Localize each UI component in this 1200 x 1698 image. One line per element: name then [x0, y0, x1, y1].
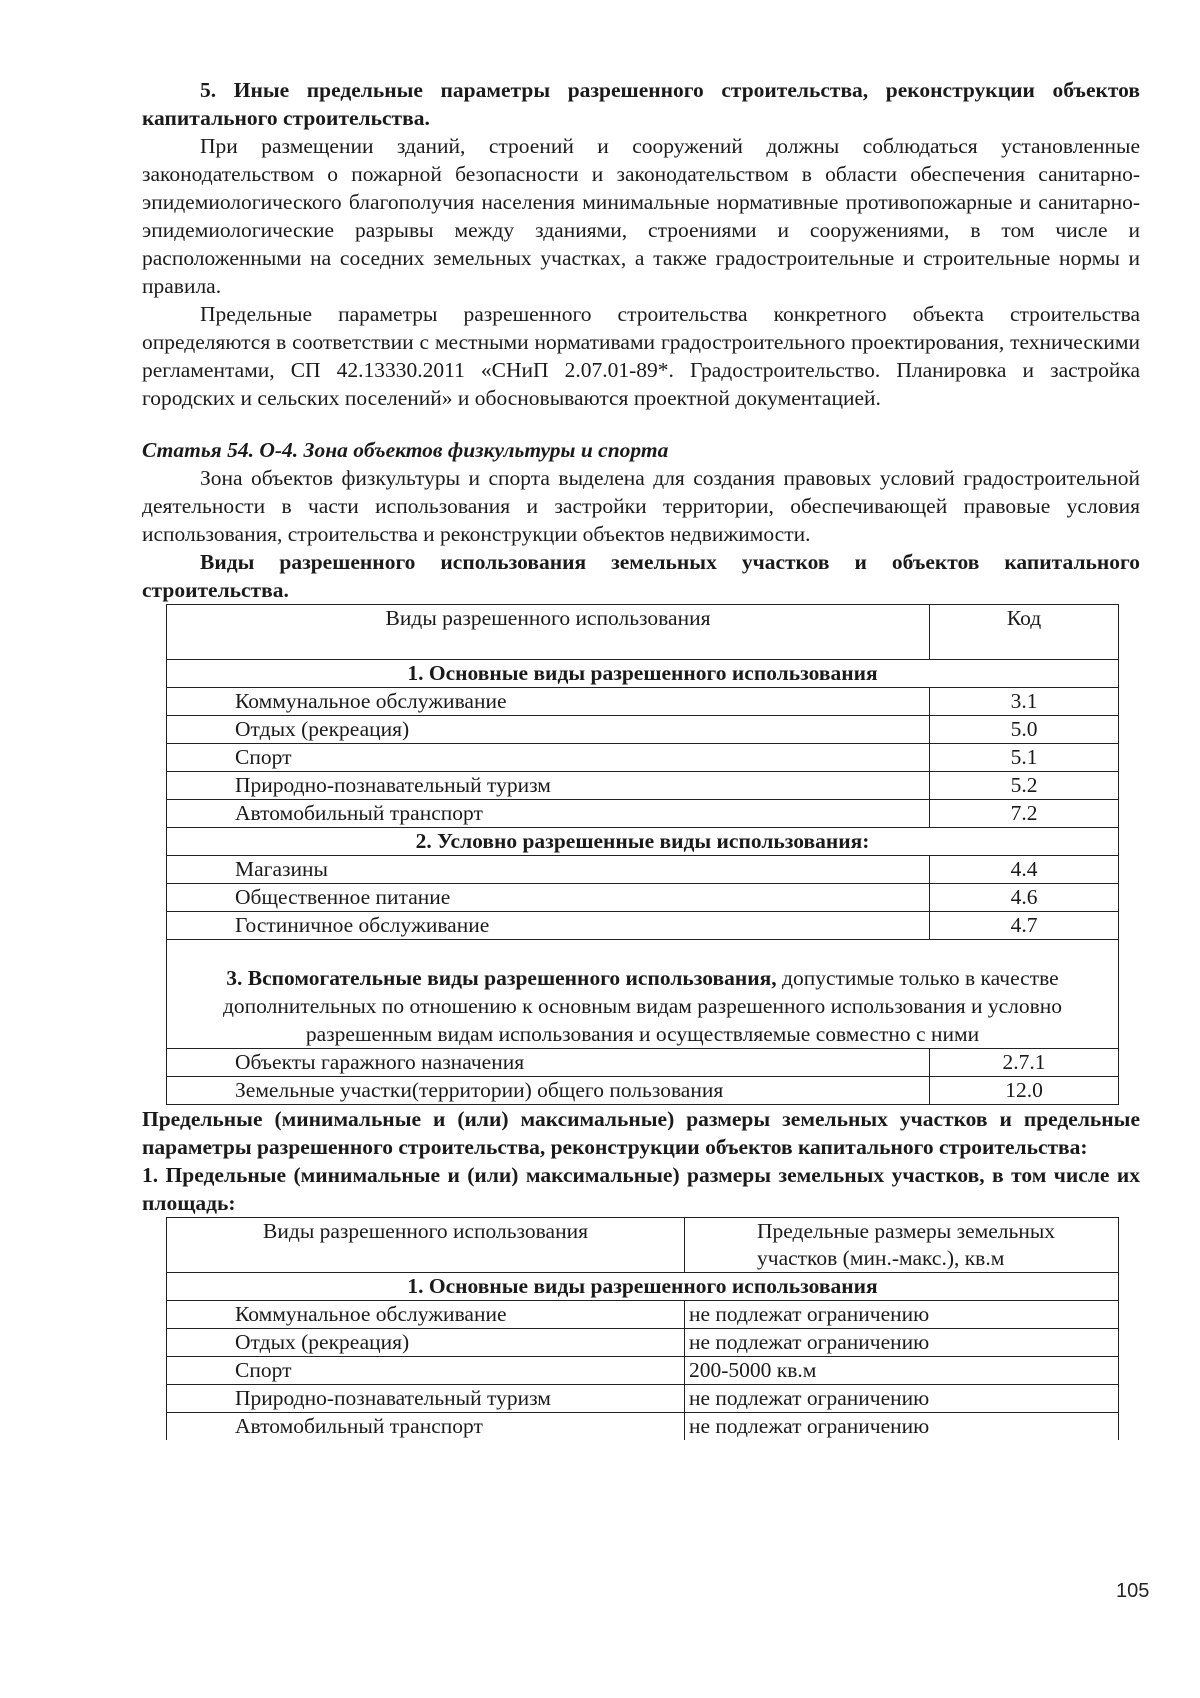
use-code: 7.2 [930, 800, 1119, 828]
section5-paragraph-1: При размещении зданий, строений и сооружений должны соблюдаться установленные законодательством о пожарной безопасности и законодательством в области обеспечения санитарно-эпидемиологического благополучия населения минимальные нормативные противопожарные и санитарно-эпидемиологические разрывы между зданиями, строениями и сооружениями, в том числе и расположенными на соседних земельных участках, а также градостроительные и строительные нормы и правила. [142, 134, 1140, 298]
section-conditional-uses: 2. Условно разрешенные виды использования: [167, 828, 1119, 856]
table-row [167, 912, 1119, 940]
section-main-uses: 1. Основные виды разрешенного использования [167, 660, 1119, 688]
table-row [167, 1301, 1119, 1329]
table-row [167, 856, 1119, 884]
table-row [167, 688, 1119, 716]
section5-heading: 5. Иные предельные параметры разрешенного строительства, реконструкции объектов капитального строительства. [142, 78, 1140, 130]
auxiliary-uses-title: 3. Вспомогательные виды разрешенного использования, [226, 966, 777, 990]
use-name: Спорт [167, 744, 930, 772]
plot-size: 200-5000 кв.м [685, 1357, 1119, 1385]
use-name: Спорт [167, 1357, 685, 1385]
use-name: Природно-познавательный туризм [167, 1385, 685, 1413]
column-header-use: Виды разрешенного использования [167, 1218, 685, 1273]
article-54-paragraph: Зона объектов физкультуры и спорта выделена для создания правовых условий градостроительной деятельности в части использования и застройки территории, обеспечивающей правовые условия использования, строительства и реконструкции объектов недвижимости. [142, 466, 1140, 546]
table-row [167, 744, 1119, 772]
plot-size-limits-table [166, 1217, 1119, 1440]
table-header-row [167, 605, 1119, 660]
use-code: 4.6 [930, 884, 1119, 912]
plot-size: не подлежат ограничению [685, 1385, 1119, 1413]
table-header-row [167, 1218, 1119, 1273]
permitted-uses-table [166, 604, 1119, 1105]
limits-heading: Предельные (минимальные и (или) максимальные) размеры земельных участков и предельные параметры разрешенного строительства, реконструкции объектов капитального строительства: [142, 1107, 1140, 1159]
use-code: 2.7.1 [930, 1049, 1119, 1077]
use-code: 3.1 [930, 688, 1119, 716]
use-code: 5.0 [930, 716, 1119, 744]
use-code: 5.2 [930, 772, 1119, 800]
use-code: 5.1 [930, 744, 1119, 772]
use-name: Коммунальное обслуживание [167, 688, 930, 716]
plot-size: не подлежат ограничению [685, 1413, 1119, 1441]
use-name: Автомобильный транспорт [167, 1413, 685, 1441]
table-row [167, 1077, 1119, 1105]
limits-subheading: 1. Предельные (минимальные и (или) максимальные) размеры земельных участков, в том числе их площадь: [142, 1163, 1140, 1215]
column-header-code: Код [930, 605, 1119, 660]
use-code: 4.4 [930, 856, 1119, 884]
permitted-uses-heading: Виды разрешенного использования земельных участков и объектов капитального строительства. [142, 550, 1140, 602]
use-name: Общественное питание [167, 884, 930, 912]
section-main-uses: 1. Основные виды разрешенного использования [167, 1273, 1119, 1301]
use-name: Объекты гаражного назначения [167, 1049, 930, 1077]
use-name: Автомобильный транспорт [167, 800, 930, 828]
column-header-size: Предельные размеры земельных участков (мин.-макс.), кв.м [685, 1218, 1119, 1273]
table-row [167, 1329, 1119, 1357]
table-row [167, 716, 1119, 744]
table-row [167, 1385, 1119, 1413]
use-name: Отдых (рекреация) [167, 1329, 685, 1357]
article-54-heading: Статья 54. О-4. Зона объектов физкультуры и спорта [142, 438, 669, 462]
section-auxiliary-uses [167, 940, 1119, 1049]
plot-size: не подлежат ограничению [685, 1301, 1119, 1329]
use-code: 12.0 [930, 1077, 1119, 1105]
table-row [167, 1413, 1119, 1441]
column-header-use: Виды разрешенного использования [167, 605, 930, 660]
use-name: Магазины [167, 856, 930, 884]
table-row [167, 1049, 1119, 1077]
use-name: Гостиничное обслуживание [167, 912, 930, 940]
use-name: Отдых (рекреация) [167, 716, 930, 744]
use-name: Природно-познавательный туризм [167, 772, 930, 800]
auxiliary-uses-description: допустимые только в качестве дополнительных по отношению к основным видам разрешенного использования и условно разрешенным видам использования и осуществляемые совместно с ними [222, 966, 1063, 1046]
table-row [167, 772, 1119, 800]
document-page [142, 76, 1140, 1440]
plot-size: не подлежат ограничению [685, 1329, 1119, 1357]
use-name: Земельные участки(территории) общего пользования [167, 1077, 930, 1105]
table-row [167, 1357, 1119, 1385]
use-name: Коммунальное обслуживание [167, 1301, 685, 1329]
table-row [167, 800, 1119, 828]
table-row [167, 884, 1119, 912]
section5-paragraph-2: Предельные параметры разрешенного строительства конкретного объекта строительства определяются в соответствии с местными нормативами градостроительного проектирования, техническими регламентами, СП 42.13330.2011 «СНиП 2.07.01-89*. Градостроительство. Планировка и застройка городских и сельских поселений» и обосновываются проектной документацией. [142, 302, 1140, 410]
page-number: 105 [1116, 1580, 1150, 1602]
use-code: 4.7 [930, 912, 1119, 940]
